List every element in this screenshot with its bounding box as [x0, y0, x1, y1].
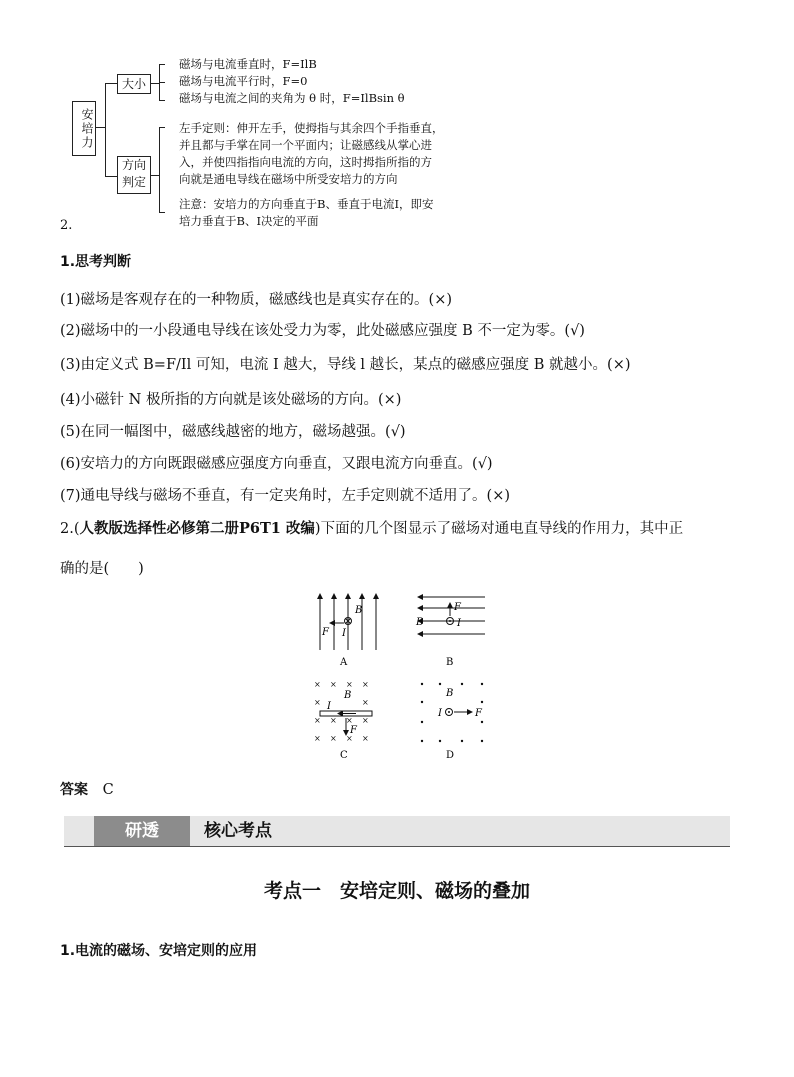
note-line-2: 培力垂直于B、I决定的平面 [179, 214, 319, 228]
size-line-1: 磁场与电流垂直时，F=IlB [179, 57, 317, 71]
answer-value: C [102, 782, 114, 798]
a-i-label: I [342, 628, 346, 639]
d-f-label: F [475, 708, 482, 719]
label-a: A [340, 657, 348, 668]
banner-tag: 研透 [94, 816, 190, 846]
banner-title: 核心考点 [204, 821, 272, 841]
b-i-label: I [457, 618, 461, 629]
c-b-label: B [344, 690, 352, 701]
svg-text:×: × [314, 716, 321, 725]
a-b-label: B [355, 605, 363, 616]
size-line-2: 磁场与电流平行时，F=0 [179, 74, 308, 88]
c-f-label: F [350, 725, 357, 736]
q2-prefix: 2.( [60, 521, 80, 537]
mindmap-direction-label-2: 判定 [121, 175, 146, 189]
q2-source: 人教版选择性必修第二册P6T1 改编 [79, 520, 315, 537]
mindmap-root [72, 101, 96, 156]
direction-line-4: 向就是通电导线在磁场中所受安培力的方向 [179, 172, 398, 186]
judgement-3: (3)由定义式 B=F/Il 可知，电流 I 越大，导线 l 越长，某点的磁感应强度 B 就越小。(×) [60, 357, 631, 373]
mindmap-size-label: 大小 [121, 77, 146, 91]
a-f-label: F [322, 627, 329, 638]
svg-text:×: × [346, 680, 353, 689]
d-i-label: I [438, 708, 442, 719]
b-f-label: F [454, 602, 461, 613]
label-d: D [446, 750, 455, 761]
note-line-1: 注意：安培力的方向垂直于B、垂直于电流I，即安 [179, 197, 434, 211]
size-line-3: 磁场与电流之间的夹角为 θ 时，F=IlBsin θ [179, 91, 405, 105]
svg-text:×: × [362, 716, 369, 725]
mindmap-direction-box [117, 156, 151, 194]
mindmap-size-box [117, 74, 151, 94]
judgement-2: (2)磁场中的一小段通电导线在该处受力为零，此处磁感应强度 B 不一定为零。(√) [60, 323, 585, 339]
judgement-5: (5)在同一幅图中，磁感线越密的地方，磁场越强。(√) [60, 424, 406, 440]
svg-text:×: × [346, 716, 353, 725]
svg-text:×: × [362, 680, 369, 689]
svg-text:×: × [346, 734, 353, 743]
judgement-6: (6)安培力的方向既跟磁感应强度方向垂直，又跟电流方向垂直。(√) [60, 456, 493, 472]
diagram-b [418, 597, 485, 634]
direction-line-2: 并且都与手掌在同一个平面内；让磁感线从掌心进 [179, 138, 432, 152]
answer [60, 779, 114, 799]
direction-line-1: 左手定则：伸开左手，使拇指与其余四个手指垂直， [179, 121, 444, 135]
b-b-label: B [416, 617, 424, 628]
judgement-4: (4)小磁针 N 极所指的方向就是该处磁场的方向。(×) [60, 392, 402, 408]
section-banner [64, 816, 730, 846]
mindmap-root-label: 安培力 [80, 108, 94, 150]
judgement-7: (7)通电导线与磁场不垂直，有一定夹角时，左手定则就不适用了。(×) [60, 488, 511, 504]
q2-rest: )下面的几个图显示了磁场对通电直导线的作用力，其中正 [314, 521, 684, 537]
question-2-line-1 [60, 517, 683, 538]
section1-title: 1.思考判断 [60, 254, 132, 270]
force-diagrams [300, 588, 500, 770]
mindmap-direction-label-1: 方向 [121, 158, 146, 172]
d-b-label: B [446, 688, 454, 699]
svg-text:×: × [330, 734, 337, 743]
sub-heading: 1.电流的磁场、安培定则的应用 [60, 943, 258, 959]
svg-text:×: × [314, 734, 321, 743]
judgement-1: (1)磁场是客观存在的一种物质，磁感线也是真实存在的。(×) [60, 292, 453, 308]
svg-text:×: × [330, 680, 337, 689]
svg-text:×: × [330, 716, 337, 725]
label-b: B [446, 657, 454, 668]
direction-line-3: 入，并使四指指向电流的方向，这时拇指所指的方 [179, 155, 432, 169]
label-c: C [340, 750, 348, 761]
force-diagram-svg [300, 588, 500, 766]
svg-text:×: × [362, 698, 369, 707]
svg-text:×: × [314, 680, 321, 689]
answer-label: 答案 [60, 782, 88, 798]
svg-text:×: × [362, 734, 369, 743]
question-2-line-2: 确的是( ) [60, 561, 144, 577]
stray-number: 2. [60, 218, 73, 233]
svg-text:×: × [314, 698, 321, 707]
c-i-label: I [327, 701, 331, 712]
topic-heading: 考点一 安培定则、磁场的叠加 [263, 880, 530, 902]
diagram-a [320, 594, 376, 650]
banner-underline [64, 846, 730, 847]
